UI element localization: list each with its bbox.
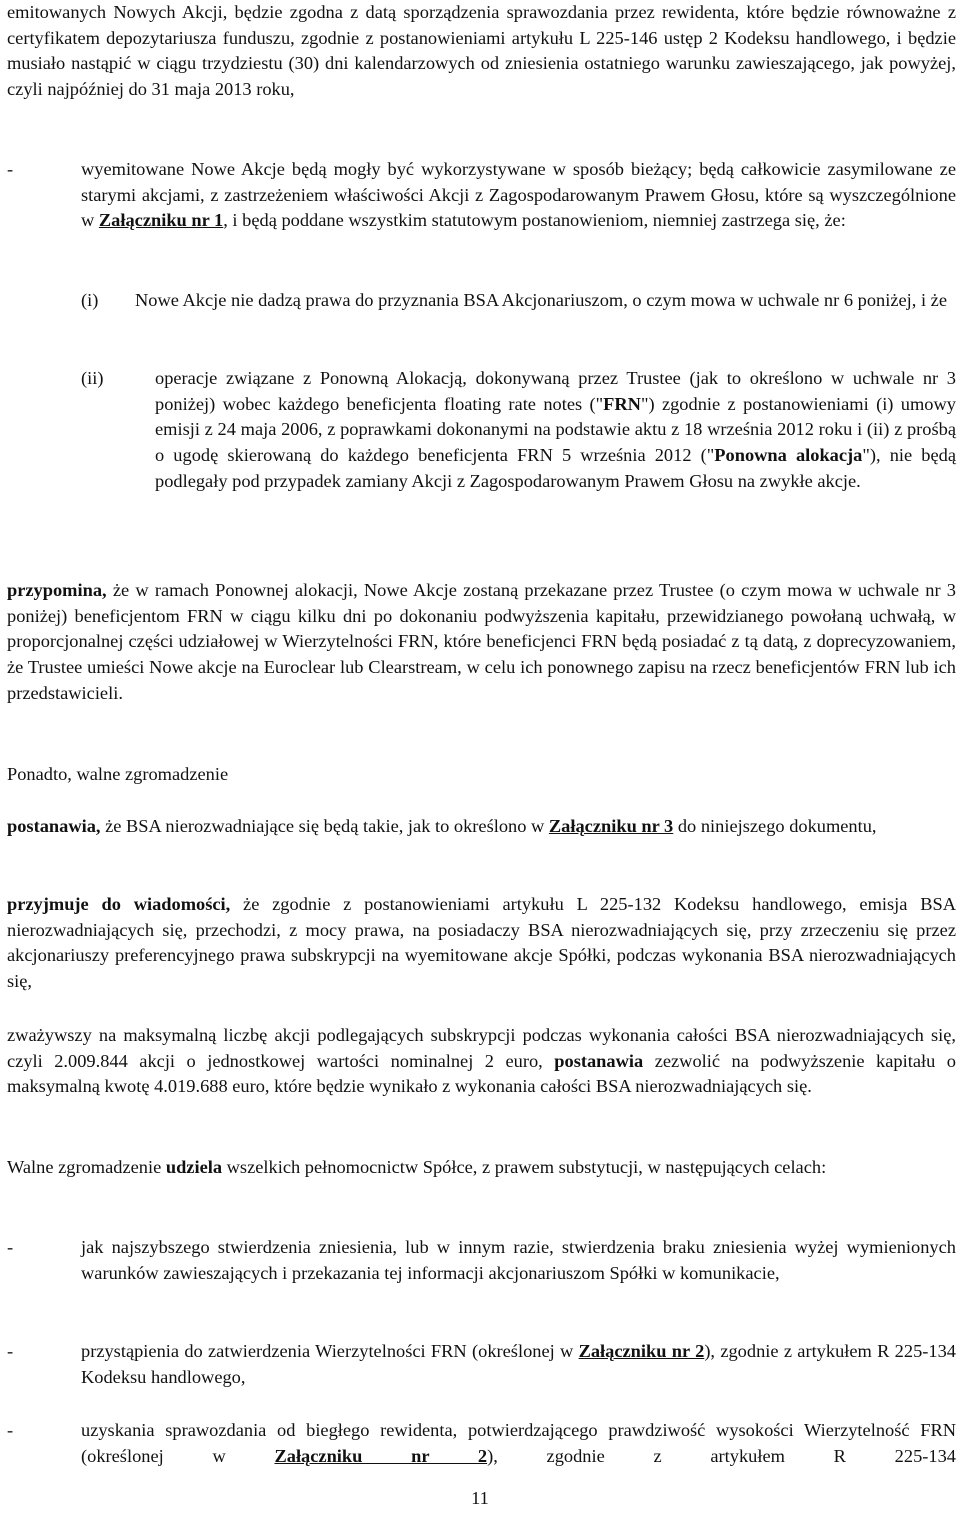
paragraph-text: do niniejszego dokumentu, xyxy=(673,816,877,836)
list-item-text: przystąpienia do zatwierdzenia Wierzytelności FRN (określonej w xyxy=(81,1341,579,1361)
keyword: przyjmuje do wiadomości, xyxy=(7,894,231,914)
keyword: postanawia, xyxy=(7,816,101,836)
term-frn: FRN xyxy=(603,393,641,414)
list-item-2 xyxy=(81,1339,956,1390)
list-item-text: uzyskania sprawozdania od biegłego rewidenta, potwierdzającego prawdziwość wysokości Wierzytelność FRN (określonej w xyxy=(81,1420,956,1466)
bullet-dash: - xyxy=(7,1237,14,1257)
annex-3-reference: Załączniku nr 3 xyxy=(548,816,674,836)
paragraph-zwazywszy xyxy=(7,1023,956,1100)
keyword: postanawia xyxy=(554,1050,644,1071)
subitem-number: (i) xyxy=(81,290,99,310)
paragraph-continuation: emitowanych Nowych Akcji, będzie zgodna z datą sporządzenia sprawozdania przez rewidenta, które będzie równoważne z certyfikatem depozytariusza funduszu, zgodnie z postanowieniami artykułu L 225-146 ustęp 2 Kodeksu handlowego, i będzie musiało nastąpić w ciągu trzydziestu (30) dni kalendarzowych od zniesienia ostatniego warunku zawieszającego, jak powyżej, czyli najpóźniej do 31 maja 2013 roku, xyxy=(7,2,956,100)
annex-2-reference: Załączniku nr 2 xyxy=(274,1445,488,1466)
bullet-text: , i będą poddane wszystkim statutowym postanowieniom, niemniej zastrzega się, że: xyxy=(223,210,846,231)
paragraph-przypomina xyxy=(7,578,956,707)
paragraph-text: że BSA nierozwadniające się będą takie, jak to określono w xyxy=(100,816,549,836)
paragraph-postanawia xyxy=(7,814,956,840)
paragraph-text: wszelkich pełnomocnictw Spółce, z prawem substytucji, w następujących celach: xyxy=(222,1157,827,1177)
paragraph-ponadto: Ponadto, walne zgromadzenie xyxy=(7,764,229,784)
list-item-3 xyxy=(81,1418,956,1469)
subitem-text: operacje związane z Ponowną Alokacją, dokonywaną przez Trustee (jak to określono w uchwale nr 3 poniżej) wobec każdego beneficjenta floating rate notes (" xyxy=(155,368,956,414)
keyword: przypomina, xyxy=(7,580,107,600)
bullet-dash: - xyxy=(7,159,14,179)
paragraph-text: zezwolić na podwyższenie kapitału o maksymalną kwotę 4.019.688 euro, które będzie wynikało z wykonania całości BSA nierozwadniających się. xyxy=(7,1050,956,1097)
term-ponowna-alokacja: Ponowna alokacja xyxy=(714,445,863,466)
list-item-text: ), zgodnie z artykułem R 225-134 xyxy=(487,1445,956,1466)
bullet-text: wyemitowane Nowe Akcje będą mogły być wykorzystywane w sposób bieżący; będą całkowicie zasymilowane ze starymi akcjami, z zastrzeżeniem właściwości Akcji z Zagospodarowanym Prawem Głosu, które są wyszczególnione w xyxy=(81,159,956,231)
annex-1-reference: Załączniku nr 1 xyxy=(98,210,224,231)
subitem-text: ") zgodnie z postanowieniami (i) umowy emisji z 24 maja 2006, z poprawkami dokonanymi na podstawie aktu z 18 września 2012 roku i (ii) z prośbą o ugodę skierowaną do każdego beneficjenta FRN 5 września 2012 (" xyxy=(155,393,956,466)
bullet-dash: - xyxy=(7,1420,14,1440)
paragraph-text: że w ramach Ponownej alokacji, Nowe Akcje zostaną przekazane przez Trustee (o czym mowa w uchwale nr 3 poniżej) beneficjentom FRN w ciągu kilku dni po dokonaniu podwyższenia kapitału, przewidzianego powołaną uchwałą, w proporcjonalnej części udziałowej w Wierzytelności FRN, które beneficjenci FRN będą posiadać z tą datą, z doprecyzowaniem, że Trustee umieści Nowe akcje na Euroclear lub Clearstream, w celu ich ponownego zapisu na rzecz beneficjentów FRN lub ich przedstawicieli. xyxy=(7,580,956,703)
bullet-new-shares xyxy=(81,157,956,234)
bullet-dash: - xyxy=(7,1341,14,1361)
subitem-i: Nowe Akcje nie dadzą prawa do przyznania BSA Akcjonariuszom, o czym mowa w uchwale nr 6 poniżej, i że xyxy=(135,290,947,310)
subitem-number: (ii) xyxy=(81,368,104,388)
keyword: udziela xyxy=(165,1157,223,1177)
page-number: 11 xyxy=(471,1488,489,1508)
paragraph-przyjmuje xyxy=(7,892,956,995)
paragraph-walne-zgromadzenie xyxy=(7,1155,956,1181)
paragraph-text: Walne zgromadzenie xyxy=(7,1157,166,1177)
subitem-text: "), nie będą podlegały pod przypadek zamiany Akcji z Zagospodarowanym Prawem Głosu na zwykłe akcje. xyxy=(155,445,956,491)
subitem-ii xyxy=(155,366,956,495)
annex-2-reference: Załączniku nr 2 xyxy=(578,1341,705,1361)
list-item-1: jak najszybszego stwierdzenia zniesienia, lub w innym razie, stwierdzenia braku zniesienia wyżej wymienionych warunków zawieszających i przekazania tej informacji akcjonariuszom Spółki w komunikacie, xyxy=(81,1237,956,1283)
list-item-text: ), zgodnie z artykułem R 225-134 Kodeksu handlowego, xyxy=(81,1341,956,1387)
paragraph-text: że zgodnie z postanowieniami artykułu L 225-132 Kodeksu handlowego, emisja BSA nierozwadniających się, przechodzi, z mocy prawa, na posiadaczy BSA nierozwadniających się, przy zrzeczeniu się przez akcjonariuszy preferencyjnego prawa subskrypcji na wyemitowane akcje Spółki, podczas wykonania BSA nierozwadniających się, xyxy=(7,894,956,992)
paragraph-text: zważywszy na maksymalną liczbę akcji podlegających subskrypcji podczas wykonania całości BSA nierozwadniających się, czyli 2.009.844 akcji o jednostkowej wartości nominalnej 2 euro, xyxy=(7,1025,956,1071)
